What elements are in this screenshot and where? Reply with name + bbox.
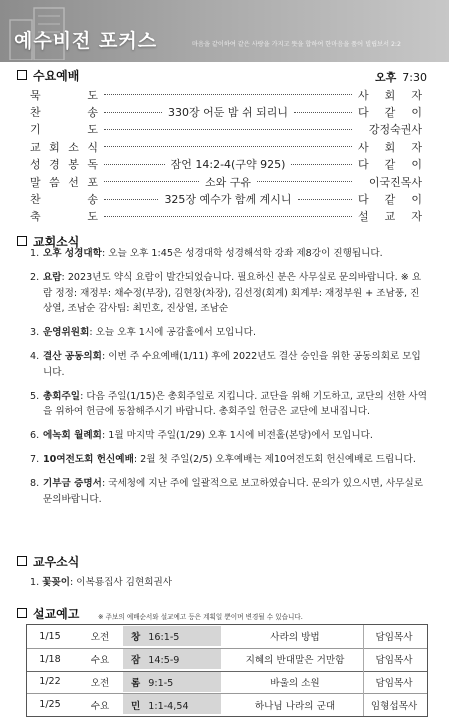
- notice-text: [43, 349, 428, 380]
- schedule-service: 오전: [90, 632, 110, 644]
- schedule-date: 1/25: [39, 699, 61, 711]
- schedule-preacher: 담임목사: [375, 677, 413, 689]
- verse-ref: 14:5-9: [148, 655, 180, 667]
- notice-body: : 1월 마지막 주일(1/29) 오후 1시에 비전홀(본당)에서 모입니다.: [101, 430, 373, 442]
- order-item-content: 잠언 14:2-4(구약 925): [170, 158, 286, 172]
- banner-title: 예수비전 포커스: [14, 30, 158, 52]
- dot-leader: [104, 181, 199, 182]
- member-title: 꽃꽂이: [42, 577, 71, 588]
- notice-body: : 오늘 오후 1시에 공감홀에서 모입니다.: [89, 327, 256, 339]
- notice-text: [43, 325, 256, 341]
- notice-body: : 국세청에 지난 주에 일괄적으로 보고하였습니다. 문의가 있으시면, 사무실로 문의바랍니다.: [43, 478, 423, 505]
- schedule-title: 사라의 방법: [270, 632, 320, 644]
- notice-body: : 2월 첫 주일(2/5) 오후예배는 제10여전도회 헌신예배로 드립니다.: [133, 454, 416, 466]
- schedule-service: 수요: [90, 655, 110, 667]
- schedule-row: [27, 625, 427, 648]
- order-item-name: 기 도: [30, 123, 98, 137]
- schedule-verse: [131, 675, 215, 689]
- notice-title: 총회주일: [43, 390, 81, 402]
- dot-leader: [104, 146, 352, 147]
- schedule-title: 하나님 나라의 군대: [254, 700, 336, 712]
- dot-leader: [294, 112, 352, 113]
- order-item-content: 소와 구유: [205, 175, 252, 189]
- schedule-service: 오전: [90, 677, 110, 689]
- column-divider: [363, 625, 364, 716]
- notice-text: [43, 476, 428, 507]
- verse-ref: 16:1-5: [148, 632, 180, 644]
- banner-subtitle: 마음을 같이하여 같은 사랑을 가지고 뜻을 합하여 한마음을 품어 빌립보서 2:2: [192, 41, 401, 48]
- order-row: [30, 156, 422, 173]
- notice-text: [43, 246, 383, 262]
- dot-leader: [104, 199, 158, 200]
- notice-number: 4.: [30, 351, 40, 363]
- notice-text: [43, 389, 428, 420]
- notice-title: 기부금 증명서: [43, 478, 102, 490]
- schedule-verse: [131, 698, 215, 712]
- order-item-content: 330장 어둔 밤 쉬 되리니: [168, 106, 288, 120]
- order-item-name: 찬 송: [30, 106, 98, 120]
- schedule-title: 지혜의 반대말은 거만함: [245, 655, 345, 667]
- notice-body: : 다음 주일(1/15)은 총회주일로 지킵니다. 교단을 위해 기도하고, 교단의 선한 사역을 위하여 헌금에 동참해주시기 바랍니다. 총회주일 헌금은 교단에 보내집니다.: [43, 390, 427, 418]
- dot-leader: [104, 129, 352, 130]
- order-item-name: 축 도: [30, 210, 98, 224]
- row-divider: [27, 693, 427, 694]
- order-item-leader: 사 회 자: [358, 140, 422, 154]
- verse-ref: 1:1-4,54: [148, 700, 189, 712]
- schedule-date: 1/22: [39, 676, 61, 688]
- worship-time: [375, 69, 427, 85]
- notice-item: [30, 270, 428, 317]
- row-divider: [27, 671, 427, 672]
- sermon-schedule-table: [26, 624, 428, 717]
- notice-body: : 오늘 오후 1:45은 성경대학 성경해석학 강좌 제8강이 진행됩니다.: [101, 248, 383, 259]
- schedule-preacher: 임형섭목사: [370, 700, 418, 712]
- dot-leader: [104, 112, 162, 113]
- verse-ref: 9:1-5: [148, 677, 174, 689]
- checkbox-square-icon: [17, 556, 27, 566]
- members-heading: 교우소식: [17, 553, 79, 570]
- time-label: 오후: [375, 71, 397, 84]
- notice-number: 7.: [30, 454, 40, 466]
- dot-leader: [298, 199, 352, 200]
- checkbox-square-icon: [17, 70, 27, 80]
- schedule-verse: [131, 652, 215, 666]
- time-value: 7:30: [402, 71, 427, 84]
- notice-title: 오후 성경대학: [43, 248, 102, 259]
- preview-note: ※ 주보의 예배순서와 설교예고 등은 계획일 뿐이며 변경될 수 있습니다.: [98, 613, 303, 621]
- worship-heading: 수요예배: [17, 67, 79, 84]
- notice-number: 5.: [30, 390, 40, 402]
- header-banner: [0, 0, 449, 62]
- notice-number: 3.: [30, 327, 40, 339]
- dot-leader: [104, 94, 352, 95]
- notice-item: [30, 246, 428, 262]
- order-row: [30, 138, 422, 155]
- order-row: [30, 121, 422, 138]
- notice-item: [30, 476, 428, 507]
- order-item-leader: 설 교 자: [358, 210, 422, 224]
- checkbox-square-icon: [17, 608, 27, 618]
- schedule-preacher: 담임목사: [375, 632, 413, 644]
- notice-text: [43, 452, 416, 468]
- order-item-leader: 다 같 이: [358, 106, 422, 120]
- order-item-name: 성 경 봉 독: [30, 158, 98, 172]
- schedule-verse: [131, 629, 215, 643]
- notice-number: 8.: [30, 478, 40, 490]
- dot-leader: [104, 216, 352, 217]
- schedule-row: [27, 671, 427, 694]
- verse-book: 민: [131, 700, 141, 712]
- schedule-row: [27, 693, 427, 716]
- notice-title: 운영위원회: [43, 327, 90, 339]
- order-row: [30, 103, 422, 120]
- notice-body: : 2023년도 약식 요람이 발간되었습니다. 필요하신 분은 사무실로 문의바랍니다. ※ 요람 정정: 재정부: 채수정(부장), 김현창(차장), 김선정(회계) 회계부: 재정부원 + 조남풍, 진상열, 조남순 감사팀: 최민호, 진상열, 조남순: [43, 271, 422, 315]
- schedule-date: 1/15: [39, 630, 61, 642]
- checkbox-square-icon: [17, 236, 27, 246]
- notice-text: [43, 428, 373, 444]
- notice-item: [30, 325, 428, 341]
- row-divider: [27, 648, 427, 649]
- order-row: [30, 208, 422, 225]
- order-item-content: 325장 예수가 함께 계시니: [164, 193, 292, 207]
- order-item-leader: 강정숙권사: [368, 123, 422, 137]
- notice-item: [30, 452, 428, 468]
- order-row: [30, 86, 422, 103]
- notice-title: 결산 공동의회: [43, 351, 102, 363]
- notice-number: 2.: [30, 271, 40, 283]
- schedule-service: 수요: [90, 700, 110, 712]
- member-number: 1.: [30, 577, 43, 588]
- order-row: [30, 190, 422, 207]
- schedule-date: 1/18: [39, 653, 61, 665]
- notice-item: [30, 349, 428, 380]
- order-item-name: 교 회 소 식: [30, 140, 98, 154]
- preview-heading: 설교예고: [17, 605, 79, 622]
- schedule-title: 바울의 소원: [270, 677, 320, 689]
- dot-leader: [291, 164, 352, 165]
- dot-leader: [257, 181, 352, 182]
- members-list: [30, 574, 172, 588]
- news-heading: 교회소식: [17, 233, 79, 250]
- verse-book: 롬: [131, 677, 141, 689]
- schedule-row: [27, 648, 427, 671]
- order-item-leader: 이국진목사: [368, 175, 423, 189]
- worship-order: [30, 86, 422, 225]
- news-list: [30, 246, 428, 516]
- order-item-leader: 다 같 이: [358, 193, 422, 207]
- notice-number: 6.: [30, 430, 40, 442]
- notice-title: 에녹회 월례회: [43, 430, 102, 442]
- notice-number: 1.: [30, 248, 40, 259]
- verse-book: 창: [131, 632, 141, 644]
- verse-book: 잠: [131, 655, 141, 667]
- schedule-preacher: 담임목사: [375, 655, 413, 667]
- order-row: [30, 173, 422, 190]
- notice-text: [43, 270, 428, 317]
- order-item-leader: 사 회 자: [358, 88, 422, 102]
- order-item-name: 묵 도: [30, 88, 98, 102]
- notice-body: : 이번 주 수요예배(1/11) 후에 2022년도 결산 승인을 위한 공동의회로 모입니다.: [43, 351, 421, 378]
- dot-leader: [104, 164, 165, 165]
- notice-title: 10여전도회 헌신예배: [43, 454, 134, 466]
- member-body: : 이복룡집사 김현희권사: [70, 577, 173, 588]
- order-item-leader: 다 같 이: [358, 158, 422, 172]
- notice-item: [30, 389, 428, 420]
- order-item-name: 말 씀 선 포: [30, 175, 98, 189]
- notice-item: [30, 428, 428, 444]
- notice-title: 요람: [43, 271, 62, 283]
- order-item-name: 찬 송: [30, 193, 98, 207]
